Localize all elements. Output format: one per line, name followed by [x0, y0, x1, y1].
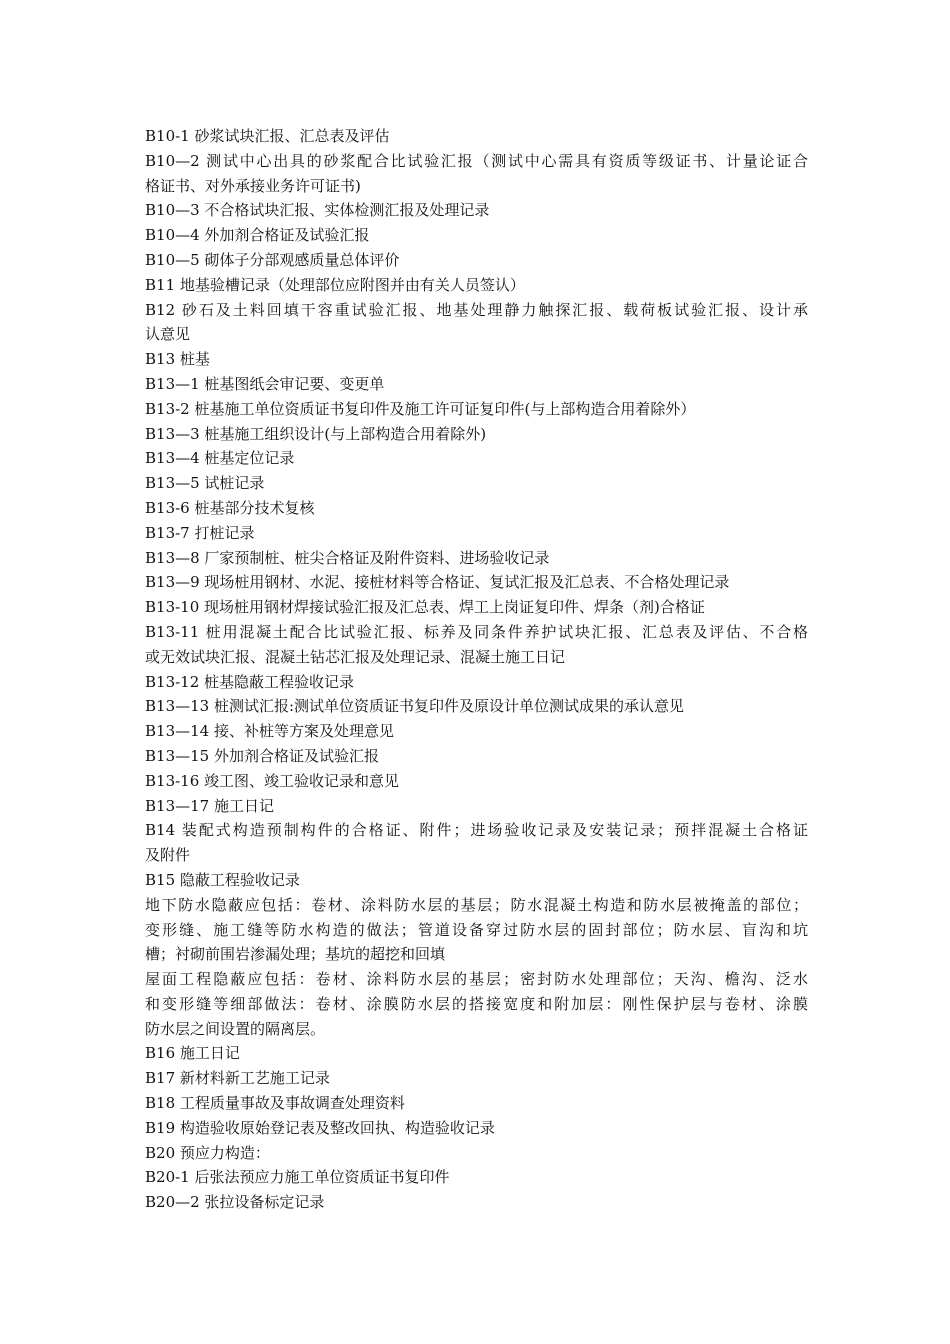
text-line: B19 构造验收原始登记表及整改回执、构造验收记录 — [145, 1118, 495, 1137]
text-line: B13—4 桩基定位记录 — [145, 449, 295, 468]
text-line: B12 砂石及土料回填干容重试验汇报、地基处理静力触探汇报、载荷板试验汇报、设计承 — [145, 300, 808, 319]
text-line: B13—9 现场桩用钢材、水泥、接桩材料等合格证、复试汇报及汇总表、不合格处理记录 — [145, 573, 730, 592]
text-line: 防水层之间设置的隔离层。 — [145, 1019, 326, 1038]
text-line: B13—13 桩测试汇报:测试单位资质证书复印件及原设计单位测试成果的承认意见 — [145, 697, 685, 716]
text-line: B13—1 桩基图纸会审记要、变更单 — [145, 374, 385, 393]
text-line: 或无效试块汇报、混凝土钻芯汇报及处理记录、混凝土施工日记 — [145, 647, 566, 666]
text-line: B13-12 桩基隐蔽工程验收记录 — [145, 672, 355, 691]
text-line: 槽；衬砌前围岩渗漏处理；基坑的超挖和回填 — [145, 945, 446, 964]
text-line: B13—17 施工日记 — [145, 796, 274, 815]
text-line: B18 工程质量事故及事故调查处理资料 — [145, 1094, 405, 1113]
text-line: B10—5 砌体子分部观感质量总体评价 — [145, 250, 400, 269]
text-line: B14 装配式构造预制构件的合格证、附件；进场验收记录及安装记录；预拌混凝土合格证 — [145, 821, 808, 840]
text-line: 屋面工程隐蔽应包括：卷材、涂料防水层的基层；密封防水处理部位；天沟、檐沟、泛水 — [145, 970, 808, 989]
text-line: B13—8 厂家预制桩、桩尖合格证及附件资料、进场验收记录 — [145, 548, 550, 567]
text-line: B13-2 桩基施工单位资质证书复印件及施工许可证复印件(与上部构造合用着除外） — [145, 399, 696, 418]
text-line: B20—2 张拉设备标定记录 — [145, 1193, 325, 1212]
text-line: 及附件 — [145, 846, 191, 865]
text-line: B15 隐蔽工程验收记录 — [145, 870, 300, 889]
text-line: B17 新材料新工艺施工记录 — [145, 1069, 330, 1088]
text-line: B13-6 桩基部分技术复核 — [145, 498, 315, 517]
text-line: B13—5 试桩记录 — [145, 474, 265, 493]
text-line: B13-7 打桩记录 — [145, 523, 255, 542]
text-line: 格证书、对外承接业务许可证书) — [145, 176, 361, 195]
text-line: B20 预应力构造： — [145, 1143, 270, 1162]
text-line: B13-16 竣工图、竣工验收记录和意见 — [145, 771, 400, 790]
text-line: 地下防水隐蔽应包括：卷材、涂料防水层的基层；防水混凝土构造和防水层被掩盖的部位； — [145, 895, 808, 914]
document-body — [145, 124, 808, 1215]
text-line: 变形缝、施工缝等防水构造的做法；管道设备穿过防水层的固封部位；防水层、盲沟和坑 — [145, 920, 808, 939]
text-line: B13-10 现场桩用钢材焊接试验汇报及汇总表、焊工上岗证复印件、焊条（剂)合格证 — [145, 598, 705, 617]
text-line: B10—4 外加剂合格证及试验汇报 — [145, 226, 370, 245]
text-line: B13—3 桩基施工组织设计(与上部构造合用着除外) — [145, 424, 487, 443]
text-line: 认意见 — [145, 325, 191, 344]
text-line: B11 地基验槽记录（处理部位应附图并由有关人员签认） — [145, 275, 525, 294]
text-line: 和变形缝等细部做法：卷材、涂膜防水层的搭接宽度和附加层：刚性保护层与卷材、涂膜 — [145, 994, 808, 1013]
text-line: B13—14 接、补桩等方案及处理意见 — [145, 722, 394, 741]
text-line: B13-11 桩用混凝土配合比试验汇报、标养及同条件养护试块汇报、汇总表及评估、不合格 — [145, 622, 808, 641]
text-line: B13—15 外加剂合格证及试验汇报 — [145, 746, 379, 765]
text-line: B20-1 后张法预应力施工单位资质证书复印件 — [145, 1168, 450, 1187]
text-line: B16 施工日记 — [145, 1044, 240, 1063]
text-line: B10—3 不合格试块汇报、实体检测汇报及处理记录 — [145, 201, 490, 220]
text-line: B10—2 测试中心出具的砂浆配合比试验汇报（测试中心需具有资质等级证书、计量论证合 — [145, 151, 808, 170]
text-line: B13 桩基 — [145, 350, 210, 369]
text-line: B10-1 砂浆试块汇报、汇总表及评估 — [145, 127, 390, 145]
